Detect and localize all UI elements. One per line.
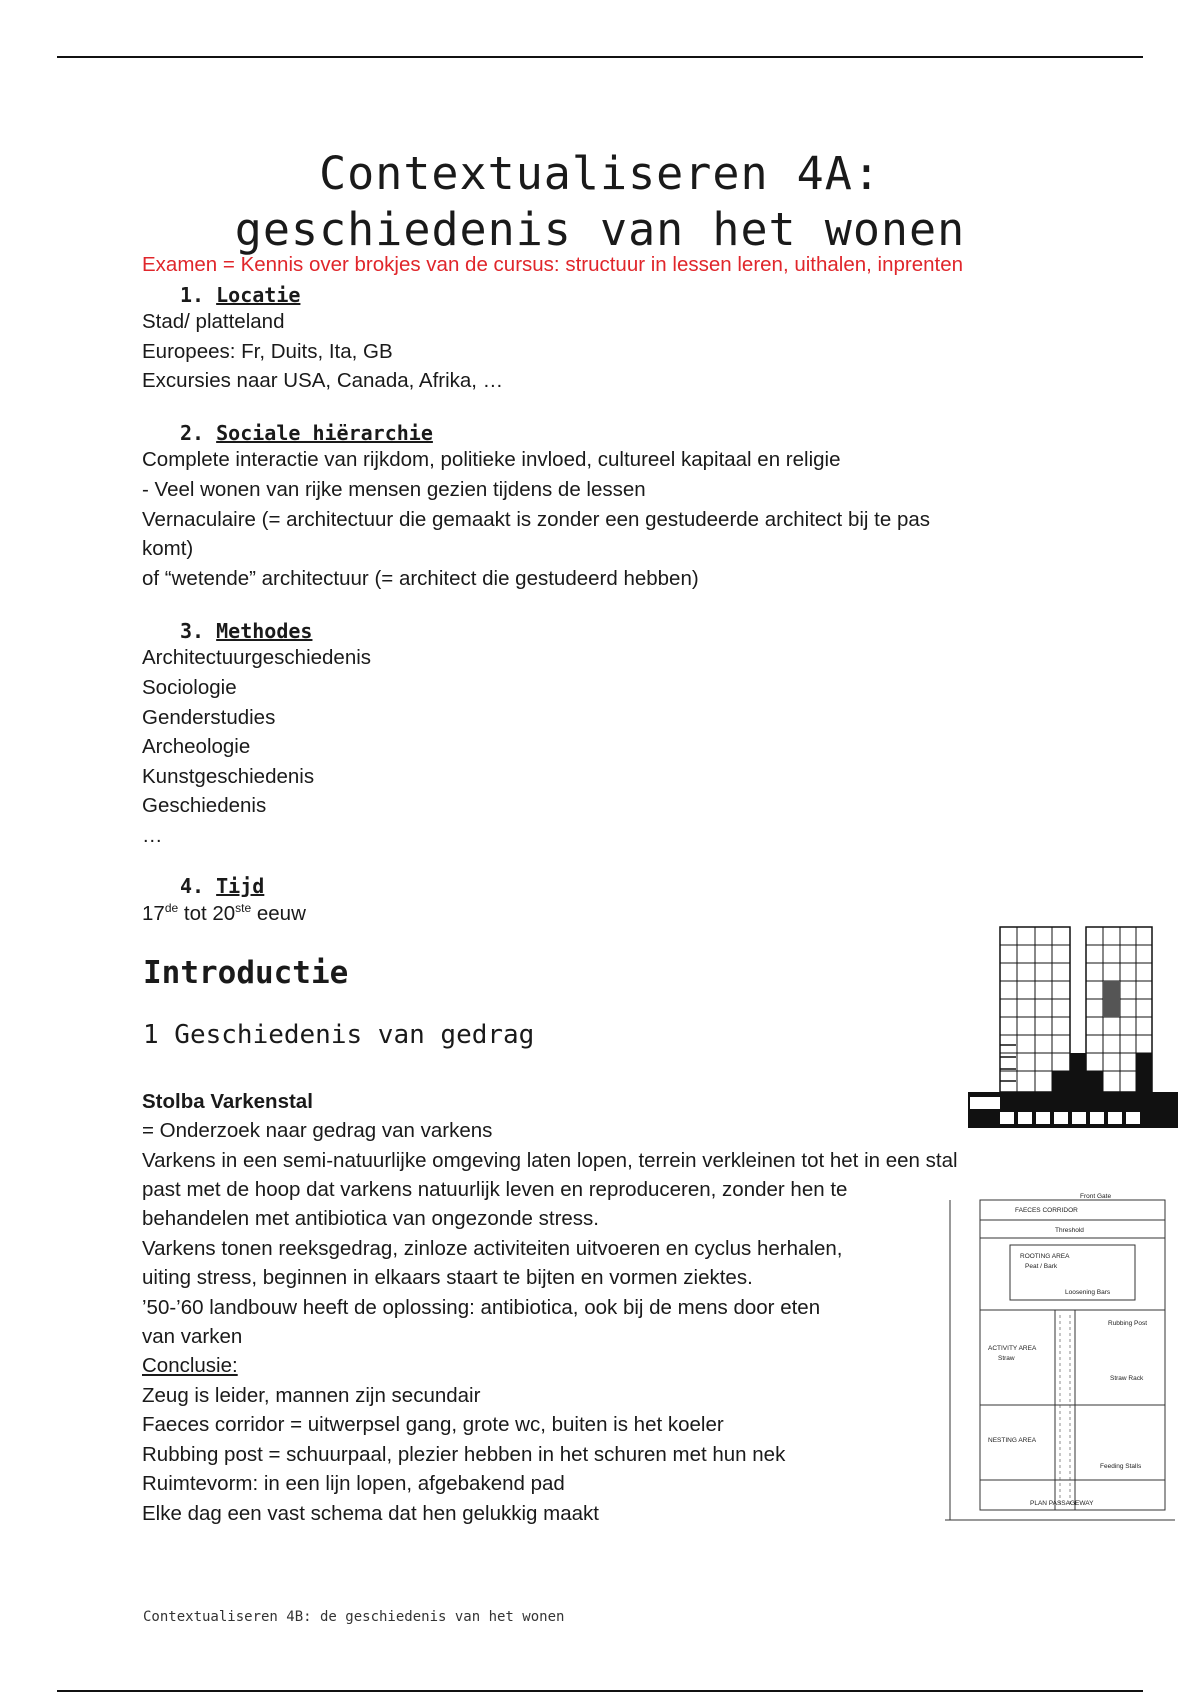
section-line: of “wetende” architectuur (= architect die gestudeerd hebben) — [142, 567, 699, 590]
plan-label: NESTING AREA — [988, 1437, 1037, 1444]
section-line: Architectuurgeschiedenis — [142, 646, 372, 669]
topic-title: Stolba Varkenstal — [142, 1090, 313, 1113]
body-line: uiting stress, beginnen in elkaars staart te bijten en vormen ziektes. — [142, 1266, 753, 1289]
section-line: Genderstudies — [142, 706, 276, 729]
section-line: Geschiedenis — [142, 794, 267, 817]
section-line: Vernaculaire (= architectuur die gemaakt is zonder een gestudeerde architect bij te pas — [142, 508, 930, 531]
conclusion-line: Faeces corridor = uitwerpsel gang, grote wc, buiten is het koeler — [142, 1413, 724, 1436]
plan-label: Feeding Stalls — [1100, 1463, 1142, 1470]
plan-label: Straw — [998, 1355, 1015, 1362]
plan-label: Loosening Bars — [1065, 1289, 1111, 1296]
conclusion-line: Elke dag een vast schema dat hen gelukkig maakt — [142, 1502, 599, 1525]
body-line: Varkens in een semi-natuurlijke omgeving laten lopen, terrein verkleinen tot het in een stal — [142, 1149, 958, 1172]
section-heading-sociale-hierarchie: 2. Sociale hiërarchie — [180, 421, 433, 445]
plan-label: FAECES CORRIDOR — [1015, 1207, 1078, 1214]
conclusion-line: Rubbing post = schuurpaal, plezier hebben in het schuren met hun nek — [142, 1443, 786, 1466]
section-line: Europees: Fr, Duits, Ita, GB — [142, 340, 393, 363]
body-line: = Onderzoek naar gedrag van varkens — [142, 1119, 493, 1142]
stolba-pen-plan-figure — [940, 1190, 1180, 1535]
bottom-rule — [57, 1690, 1143, 1692]
plan-label: ROOTING AREA — [1020, 1253, 1070, 1260]
plan-label: Rubbing Post — [1108, 1320, 1148, 1327]
body-line: van varken — [142, 1325, 243, 1348]
title-line-1: Contextualiseren 4A: — [319, 147, 881, 200]
page-footer: Contextualiseren 4B: de geschiedenis van het wonen — [143, 1609, 565, 1625]
section-line: Stad/ platteland — [142, 310, 285, 333]
section-heading-methodes: 3. Methodes — [180, 619, 313, 643]
section-line: Kunstgeschiedenis — [142, 765, 315, 788]
body-line: behandelen met antibiotica van ongezonde stress. — [142, 1207, 600, 1230]
section-line: Sociologie — [142, 676, 237, 699]
stall-grid-figure — [968, 925, 1178, 1135]
section-heading-locatie: 1. Locatie — [180, 283, 301, 307]
body-line: Varkens tonen reeksgedrag, zinloze activiteiten uitvoeren en cyclus herhalen, — [142, 1237, 843, 1260]
section-line: - Veel wonen van rijke mensen gezien tijdens de lessen — [142, 478, 646, 501]
section-line: Excursies naar USA, Canada, Afrika, … — [142, 369, 504, 392]
exam-note: Examen = Kennis over brokjes van de cursus: structuur in lessen leren, uithalen, inprenten — [142, 253, 964, 276]
body-line: past met de hoop dat varkens natuurlijk leven en reproduceren, zonder hen te — [142, 1178, 848, 1201]
section-heading-tijd: 4. Tijd — [180, 874, 265, 898]
time-line: 17de tot 20ste eeuw — [142, 901, 306, 925]
section-line: … — [142, 824, 163, 847]
top-rule — [57, 56, 1143, 58]
plan-label: ACTIVITY AREA — [988, 1345, 1037, 1352]
plan-label: Front Gate — [1080, 1193, 1112, 1200]
section-line: komt) — [142, 537, 194, 560]
body-line: ’50-’60 landbouw heeft de oplossing: antibiotica, ook bij de mens door eten — [142, 1296, 821, 1319]
plan-label: Peat / Bark — [1025, 1263, 1058, 1270]
plan-label: PLAN PASSAGEWAY — [1030, 1500, 1094, 1507]
plan-label: Threshold — [1055, 1227, 1084, 1234]
intro-heading: Introductie — [143, 955, 349, 991]
plan-label: Straw Rack — [1110, 1375, 1144, 1382]
section-line: Complete interactie van rijkdom, politieke invloed, cultureel kapitaal en religie — [142, 448, 841, 471]
intro-subheading: 1 Geschiedenis van gedrag — [143, 1020, 535, 1050]
section-line: Archeologie — [142, 735, 251, 758]
conclusion-line: Ruimtevorm: in een lijn lopen, afgebakend pad — [142, 1472, 565, 1495]
conclusion-label: Conclusie: — [142, 1354, 238, 1377]
page-title — [0, 146, 1200, 258]
title-line-2: geschiedenis van het wonen — [234, 203, 966, 256]
conclusion-line: Zeug is leider, mannen zijn secundair — [142, 1384, 481, 1407]
